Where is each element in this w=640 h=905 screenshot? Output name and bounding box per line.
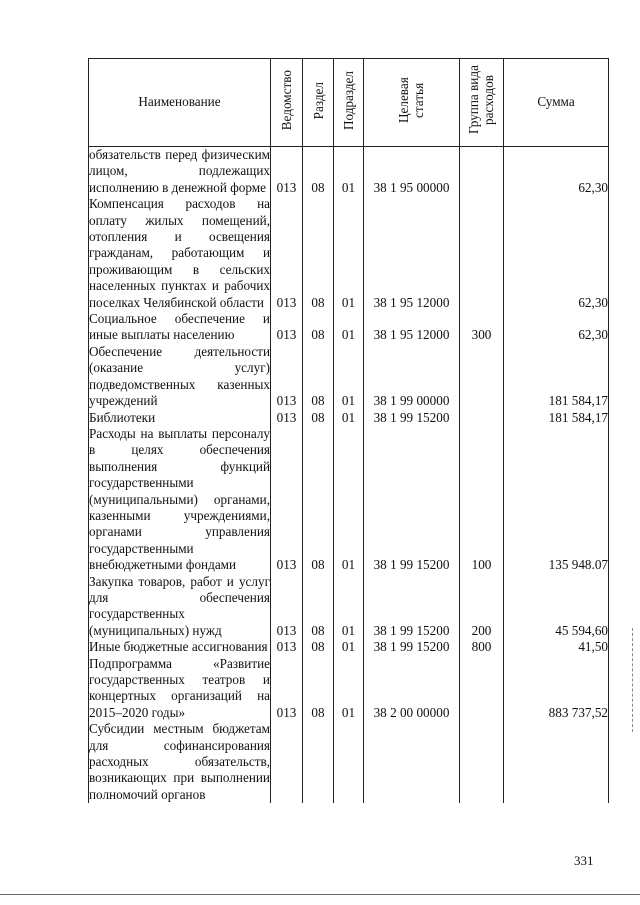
row-podrazdel-cell: 01 — [334, 639, 364, 655]
table-row — [89, 721, 609, 803]
row-name-cell: Расходы на выплаты персоналу в целях обеспечения выполнения функций государственными (муниципальными) органами, казенными учреждениями, органами управления государственными внебюджетными фондами — [89, 425, 270, 573]
row-vedomstvo-cell: 013 — [271, 656, 303, 722]
table-row — [89, 196, 609, 311]
budget-table — [88, 58, 609, 803]
row-razdel-cell: 08 — [303, 311, 334, 344]
header-gruppa-vida-rashodov: Группа вида расходов — [460, 59, 504, 147]
row-razdel-cell: 08 — [303, 344, 334, 410]
row-vedomstvo-cell: 013 — [271, 574, 303, 640]
row-celevaya-statya-cell: 38 1 95 12000 — [364, 311, 460, 344]
row-vedomstvo-cell — [271, 721, 303, 803]
scan-edge-line — [632, 628, 633, 732]
row-name-cell: Иные бюджетные ассигнования — [89, 639, 271, 655]
row-podrazdel-cell: 01 — [334, 344, 364, 410]
row-summa-cell: 45 594,60 — [504, 574, 609, 640]
row-summa-cell: 41,50 — [504, 639, 609, 655]
row-vedomstvo-cell: 013 — [271, 410, 303, 426]
table-row — [89, 410, 609, 426]
row-celevaya-statya-cell: 38 1 95 00000 — [364, 147, 460, 197]
row-summa-cell: 62,30 — [504, 147, 609, 197]
row-vedomstvo-cell: 013 — [271, 426, 303, 574]
header-podrazdel: Подраздел — [334, 59, 364, 147]
table-row — [89, 344, 609, 410]
row-vedomstvo-cell: 013 — [271, 344, 303, 410]
row-summa-cell — [504, 721, 609, 803]
row-vedomstvo-cell: 013 — [271, 639, 303, 655]
row-name-cell: Социальное обеспечение и иные выплаты населению — [89, 311, 270, 343]
row-razdel-cell: 08 — [303, 656, 334, 722]
row-vedomstvo-cell: 013 — [271, 196, 303, 311]
row-gruppa-cell: 100 — [460, 426, 504, 574]
row-name-cell: Компенсация расходов на оплату жилых помещений, отопления и освещения гражданам, работающим и проживающим в сельских населенных пунктах и рабочих поселках Челябинской области — [89, 196, 270, 310]
row-razdel-cell — [303, 721, 334, 803]
row-name-cell: Библиотеки — [89, 410, 271, 426]
row-celevaya-statya-cell: 38 1 99 15200 — [364, 410, 460, 426]
row-vedomstvo-cell: 013 — [271, 147, 303, 197]
row-gruppa-cell: 200 — [460, 574, 504, 640]
header-celevaya-statya: Целевая статья — [364, 59, 460, 147]
row-summa-cell: 62,30 — [504, 196, 609, 311]
header-name: Наименование — [89, 59, 271, 147]
row-summa-cell: 62,30 — [504, 311, 609, 344]
row-celevaya-statya-cell: 38 1 99 15200 — [364, 639, 460, 655]
row-podrazdel-cell: 01 — [334, 311, 364, 344]
row-name-cell: Закупка товаров, работ и услуг для обеспечения государственных (муниципальных) нужд — [89, 573, 270, 638]
row-gruppa-cell — [460, 196, 504, 311]
row-vedomstvo-cell: 013 — [271, 311, 303, 344]
table-row — [89, 656, 609, 722]
row-razdel-cell: 08 — [303, 426, 334, 574]
header-vedomstvo: Ведомство — [271, 59, 303, 147]
row-gruppa-cell — [460, 656, 504, 722]
row-gruppa-cell — [460, 147, 504, 197]
row-summa-cell: 181 584,17 — [504, 344, 609, 410]
row-summa-cell: 181 584,17 — [504, 410, 609, 426]
row-podrazdel-cell: 01 — [334, 410, 364, 426]
table-row — [89, 311, 609, 344]
row-podrazdel-cell: 01 — [334, 147, 364, 197]
row-podrazdel-cell: 01 — [334, 574, 364, 640]
row-gruppa-cell: 300 — [460, 311, 504, 344]
row-name-cell: Обеспечение деятельности (оказание услуг) подведомственных казенных учреждений — [89, 343, 270, 409]
header-summa: Сумма — [504, 59, 609, 147]
row-summa-cell: 135 948.07 — [504, 426, 609, 574]
page-number: 331 — [574, 853, 594, 868]
row-gruppa-cell — [460, 410, 504, 426]
row-summa-cell: 883 737,52 — [504, 656, 609, 722]
table-row — [89, 639, 609, 655]
row-razdel-cell: 08 — [303, 574, 334, 640]
row-celevaya-statya-cell: 38 2 00 00000 — [364, 656, 460, 722]
row-podrazdel-cell: 01 — [334, 426, 364, 574]
row-celevaya-statya-cell: 38 1 99 00000 — [364, 344, 460, 410]
row-podrazdel-cell: 01 — [334, 196, 364, 311]
header-razdel: Раздел — [303, 59, 334, 147]
table-row — [89, 574, 609, 640]
row-gruppa-cell — [460, 721, 504, 803]
table-row — [89, 426, 609, 574]
row-podrazdel-cell: 01 — [334, 656, 364, 722]
row-razdel-cell: 08 — [303, 639, 334, 655]
row-name-cell: обязательств перед физическим лицом, подлежащих исполнению в денежной форме — [89, 147, 270, 195]
row-celevaya-statya-cell: 38 1 99 15200 — [364, 574, 460, 640]
row-razdel-cell: 08 — [303, 196, 334, 311]
row-razdel-cell: 08 — [303, 410, 334, 426]
row-name-cell: Подпрограмма «Развитие государственных театров и концертных организаций на 2015–2020 годы» — [89, 655, 270, 720]
row-celevaya-statya-cell: 38 1 99 15200 — [364, 426, 460, 574]
row-podrazdel-cell — [334, 721, 364, 803]
row-gruppa-cell: 800 — [460, 639, 504, 655]
page-bottom-border — [0, 894, 640, 895]
row-razdel-cell: 08 — [303, 147, 334, 197]
row-celevaya-statya-cell — [364, 721, 460, 803]
row-gruppa-cell — [460, 344, 504, 410]
table-header-row — [89, 59, 609, 147]
row-celevaya-statya-cell: 38 1 95 12000 — [364, 196, 460, 311]
row-name-cell: Субсидии местным бюджетам для софинансирования расходных обязательств, возникающих при выполнении полномочий органов — [89, 721, 270, 802]
table-row — [89, 147, 609, 197]
